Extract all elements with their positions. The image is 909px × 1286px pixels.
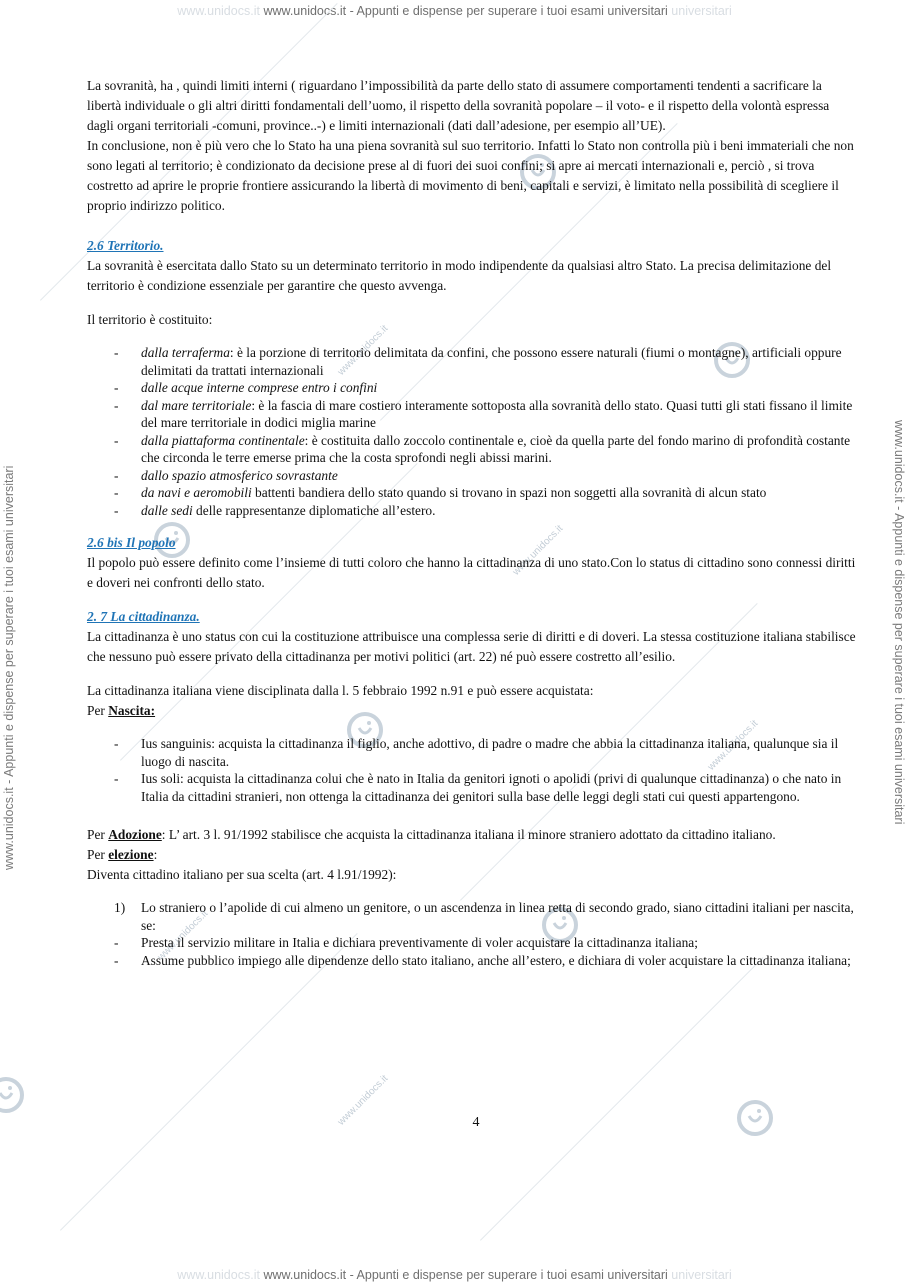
elezione-numbered-list [87, 899, 859, 934]
paragraph-popolo: Il popolo può essere definito come l’insieme di tutti coloro che hanno la cittadinanza di uno stato.Con lo status di cittadino sono connessi diritti e doveri nei confronti dello stato. [87, 555, 856, 590]
watermark-diagonal-line [60, 933, 358, 1231]
watermark-diagonal-line [480, 957, 764, 1241]
elezione-label: elezione [108, 847, 154, 862]
per-word: Per [87, 827, 105, 842]
list-item-emphasis: dallo spazio atmosferico sovrastante [141, 467, 338, 483]
watermark-diagonal-text: www.unidocs.it [705, 718, 761, 773]
paragraph-conclusione: In conclusione, non è più vero che lo Stato ha una piena sovranità sul suo territorio. Infatti lo Stato non controlla più i beni immateriali che non sono legati al territorio; è condizionato da decisione prese al di fuori dei suoi confini; si apre ai mercati internazionali e, perciò , si trova costretto ad aprire le proprie frontiere assicurando la libertà di movimento di beni, capitali e servizi, è limitato nella possibilità di scegliere il proprio indirizzo politico. [87, 138, 854, 213]
adozione-paragraph [87, 825, 859, 845]
list-item [87, 467, 859, 485]
watermark-left-vertical: www.unidocs.it - Appunti e dispense per superare i tuoi esami universitari [2, 465, 16, 870]
elezione-colon: : [153, 847, 158, 862]
watermark-diagonal-text: www.unidocs.it [155, 908, 211, 963]
watermark-ghost-right: universitari [671, 4, 732, 18]
list-item: - Assume pubblico impiego alle dipendenze dello stato italiano, anche all’estero, e dichiara di voler acquistare la cittadinanza italiana; [87, 952, 859, 970]
nascita-label: Nascita: [108, 703, 156, 718]
list-item [87, 502, 859, 520]
list-item [87, 379, 859, 397]
list-item: - Ius soli: acquista la cittadinanza colui che è nato in Italia da genitori ignoti o apolidi (privi di qualunque cittadinanza) o che nato in Italia da cittadini stranieri, non ottenga la cittadinanza dei genitori sulla base delle leggi degli stati cui questi appartengono. [87, 770, 859, 805]
elezione-line [87, 845, 859, 865]
watermark-right-vertical: www.unidocs.it - Appunti e dispense per superare i tuoi esami universitari [892, 420, 906, 825]
page-number: 4 [472, 1115, 480, 1130]
paragraph-territorio-costituito: Il territorio è costituito: [87, 312, 213, 327]
watermark-diagonal-text: www.unidocs.it [510, 523, 566, 578]
list-item-emphasis: dalla terraferma [141, 345, 230, 360]
watermark-header-text: www.unidocs.it - Appunti e dispense per superare i tuoi esami universitari [263, 4, 668, 18]
watermark-ghost-left: www.unidocs.it [177, 4, 260, 18]
paragraph-elezione: Diventa cittadino italiano per sua scelta (art. 4 l.91/1992): [87, 867, 397, 882]
per-word: Per [87, 703, 105, 718]
adozione-label: Adozione [108, 827, 162, 842]
watermark-footer-ghost-right: universitari [671, 1268, 732, 1282]
nascita-list [87, 735, 859, 805]
list-item-text: delle rappresentanze diplomatiche all’estero. [192, 502, 436, 518]
list-item-emphasis: da navi e aeromobili [141, 485, 252, 500]
list-item: - Presta il servizio militare in Italia e dichiara preventivamente di voler acquistare la cittadinanza italiana; [87, 934, 859, 952]
nascita-line [87, 701, 859, 721]
list-item-text: : è la porzione di territorio delimitata da confini, che possono essere naturali (fiumi o montagne), artificiali oppure delimitati da trattati internazionali [141, 345, 842, 378]
document-body [87, 76, 859, 969]
list-item-text: battenti bandiera dello stato quando si trovano in spazi non soggetti alla sovranità di alcun stato [251, 485, 767, 500]
numbered-list-item [87, 899, 859, 934]
watermark-footer [0, 1268, 909, 1282]
adozione-text: : L’ art. 3 l. 91/1992 stabilisce che acquista la cittadinanza italiana il minore straniero adottato da cittadino italiano. [161, 827, 776, 842]
list-item-text: : è costituita dallo zoccolo continentale e, cioè da quella parte del fondo marino di profondità costante che circonda le terre emerse prima che la costa sprofondi negli abissi marini. [141, 432, 851, 465]
watermark-header [0, 4, 909, 18]
list-item-emphasis: dalle acque interne comprese entro i confini [141, 380, 378, 395]
list-item-text: : è la fascia di mare costiero interamente sottoposta alla sovranità dello stato. Quasi tutti gli stati fissano il limite del mare territoriale in dodici miglia marine [141, 397, 853, 430]
paragraph-territorio: La sovranità è esercitata dallo Stato su un determinato territorio in modo indipendente da qualsiasi altro Stato. La precisa delimitazione del territorio è condizione essenziale per garantire che questo avvenga. [87, 258, 832, 293]
watermark-diagonal-text: www.unidocs.it [335, 323, 391, 378]
per-word: Per [87, 847, 105, 862]
list-item [87, 397, 859, 432]
watermark-diagonal-text: www.unidocs.it [335, 1073, 391, 1128]
list-item-emphasis: dal mare territoriale [141, 397, 252, 413]
list-item-emphasis: dalle sedi [141, 502, 193, 518]
unidocs-logo-icon [0, 1075, 26, 1115]
list-item [87, 484, 859, 502]
list-item-text: Lo straniero o l’apolide di cui almeno un genitore, o un ascendenza in linea retta di secondo grado, siano cittadini italiani per nascita, se: [141, 900, 854, 933]
heading-popolo: 2.6 bis Il popolo [87, 535, 176, 550]
watermark-footer-ghost-left: www.unidocs.it [177, 1268, 260, 1282]
paragraph-legge: La cittadinanza italiana viene disciplinata dalla l. 5 febbraio 1992 n.91 e può essere acquistata: [87, 683, 594, 698]
list-item-emphasis: dalla piattaforma continentale [141, 432, 305, 448]
watermark-footer-text: www.unidocs.it - Appunti e dispense per superare i tuoi esami universitari [263, 1268, 668, 1282]
heading-territorio: 2.6 Territorio. [87, 238, 164, 253]
list-item [87, 344, 859, 379]
list-item: - Ius sanguinis: acquista la cittadinanza il figlio, anche adottivo, di padre o madre che abbia la cittadinanza italiana, qualunque sia il luogo di nascita. [87, 735, 859, 770]
paragraph-sovranita-limiti: La sovranità, ha , quindi limiti interni ( riguardano l’impossibilità da parte dello stato di assumere comportamenti tendenti a sacrificare la libertà individuale o gli altri diritti fondamentali dell’uomo, il rispetto della sovranità popolare – il voto- e il rispetto della volontà espressa dagli organi territoriali -comuni, province..-) e limiti internazionali (dati dall’adesione, per esempio all’UE). [87, 78, 830, 133]
territorio-list [87, 344, 859, 519]
paragraph-cittadinanza: La cittadinanza è uno status con cui la costituzione attribuisce una complessa serie di diritti e di doveri. La stessa costituzione italiana stabilisce che nessuno può essere privato della cittadinanza per motivi politici (art. 22) né può essere costretto all’esilio. [87, 629, 856, 664]
heading-cittadinanza: 2. 7 La cittadinanza. [87, 609, 200, 624]
list-item [87, 432, 859, 467]
elezione-list [87, 934, 859, 969]
list-number: 1) [114, 900, 126, 915]
